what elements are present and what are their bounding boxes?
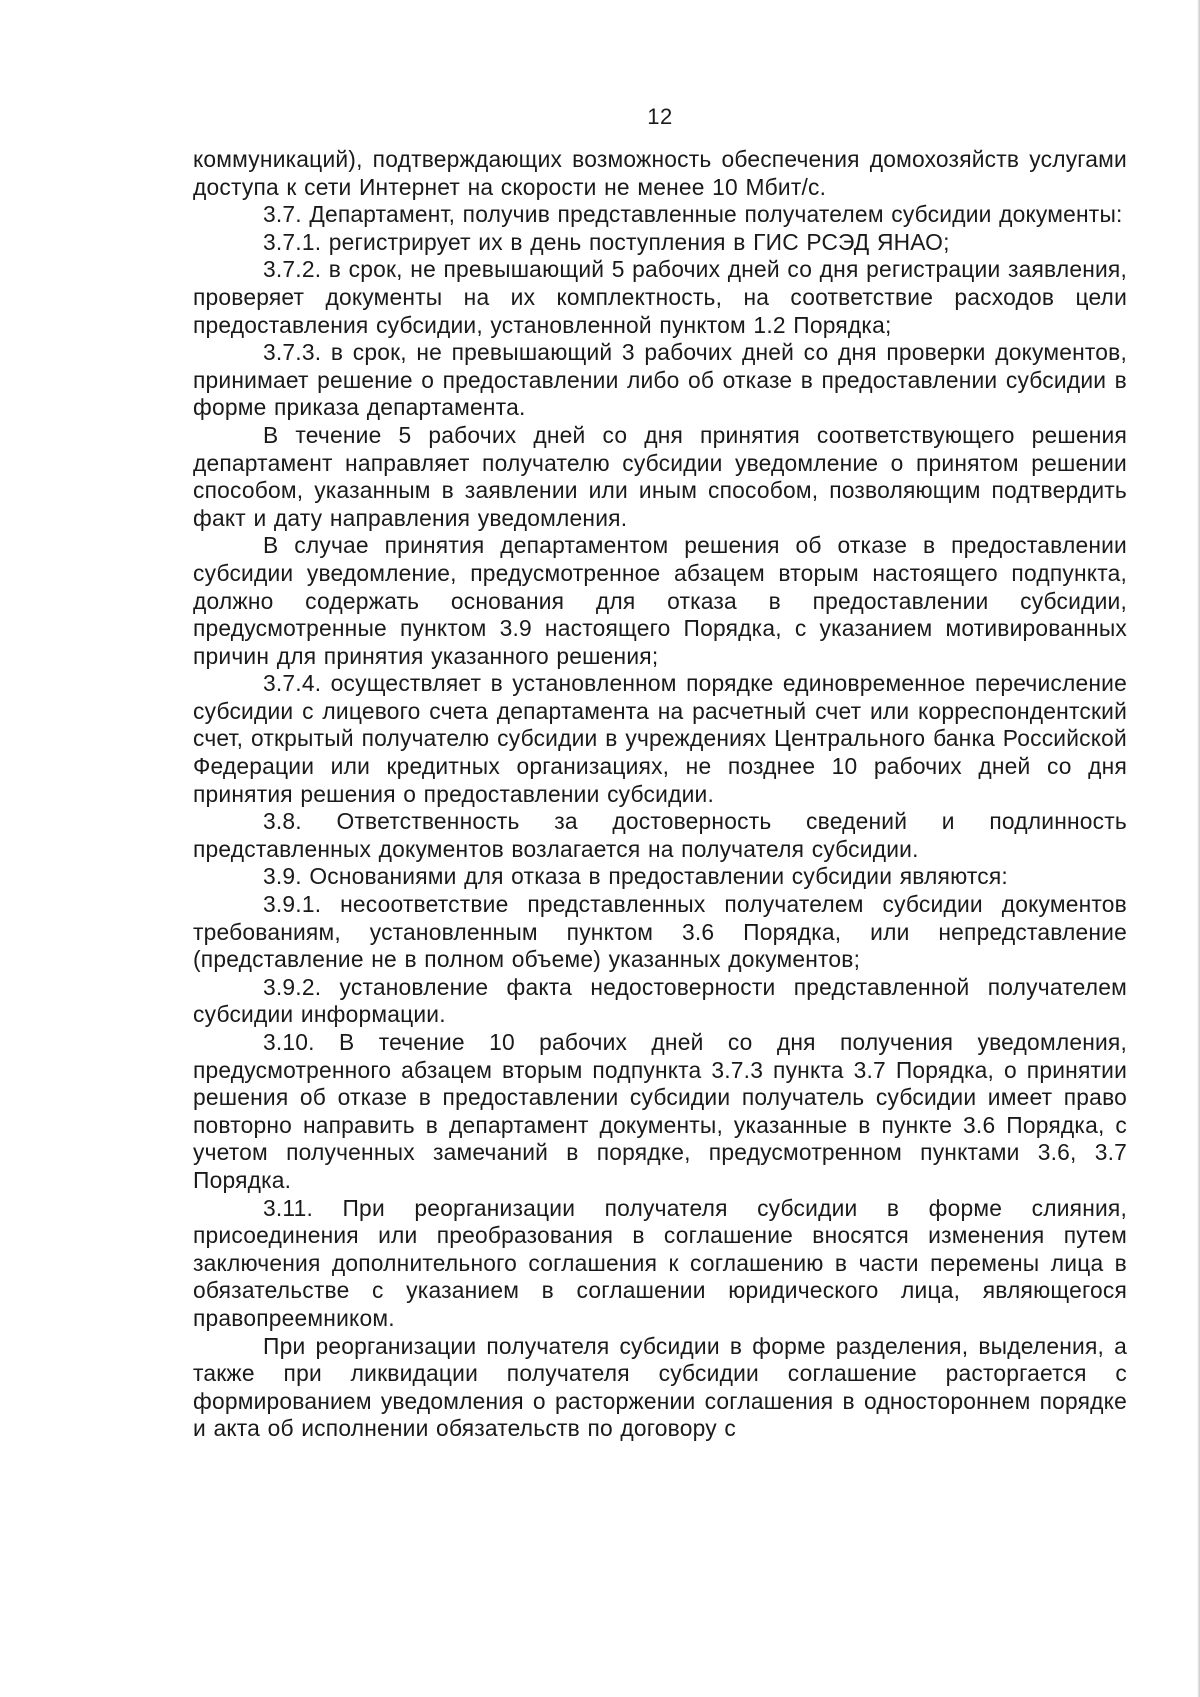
document-body — [193, 146, 1127, 1443]
paragraph: 3.7.2. в срок, не превышающий 5 рабочих дней со дня регистрации заявления, проверяет документы на их комплектность, на соответствие расходов цели предоставления субсидии, установленной пунктом 1.2 Порядка; — [193, 256, 1127, 338]
paragraph: 3.7.3. в срок, не превышающий 3 рабочих дней со дня проверки документов, принимает решение о предоставлении либо об отказе в предоставлении субсидии в форме приказа департамента. — [193, 339, 1127, 421]
paragraph: 3.8. Ответственность за достоверность сведений и подлинность представленных документов возлагается на получателя субсидии. — [193, 808, 1127, 862]
paragraph: При реорганизации получателя субсидии в форме разделения, выделения, а также при ликвидации получателя субсидии соглашение расторгается с формированием уведомления о расторжении соглашения в одностороннем порядке и акта об исполнении обязательств по договору с — [193, 1332, 1127, 1442]
paragraph: 3.7.4. осуществляет в установленном порядке единовременное перечисление субсидии с лицевого счета департамента на расчетный счет или корреспондентский счет, открытый получателю субсидии в учреждениях Центрального банка Российской Федерации или кредитных организациях, не позднее 10 рабочих дней со дня принятия решения о предоставлении субсидии. — [193, 670, 1127, 807]
paragraph: коммуникаций), подтверждающих возможность обеспечения домохозяйств услугами доступа к сети Интернет на скорости не менее 10 Мбит/с. — [193, 146, 1127, 200]
paragraph: 3.9.1. несоответствие представленных получателем субсидии документов требованиям, установленным пунктом 3.6 Порядка, или непредставление (представление не в полном объеме) указанных документов; — [193, 891, 1127, 973]
paragraph: 3.7. Департамент, получив представленные получателем субсидии документы: — [263, 201, 1123, 228]
paragraph: 3.9. Основаниями для отказа в предоставлении субсидии являются: — [263, 863, 1008, 890]
paragraph: 3.9.2. установление факта недостоверности представленной получателем субсидии информации. — [193, 973, 1127, 1028]
paragraph: В случае принятия департаментом решения об отказе в предоставлении субсидии уведомление, предусмотренное абзацем вторым настоящего подпункта, должно содержать основания для отказа в предоставлении субсидии, предусмотренные пунктом 3.9 настоящего Порядка, с указанием мотивированных причин для принятия указанного решения; — [193, 532, 1127, 669]
paragraph: В течение 5 рабочих дней со дня принятия соответствующего решения департамент направляет получателю субсидии уведомление о принятом решении способом, указанным в заявлении или иным способом, позволяющим подтвердить факт и дату направления уведомления. — [193, 421, 1127, 531]
paragraph: 3.11. При реорганизации получателя субсидии в форме слияния, присоединения или преобразования в соглашение вносятся изменения путем заключения дополнительного соглашения к соглашению в части перемены лица в обязательстве с указанием в соглашении юридического лица, являющегося правопреемником. — [193, 1194, 1127, 1331]
page-number: 12 — [647, 104, 673, 129]
paragraph: 3.10. В течение 10 рабочих дней со дня получения уведомления, предусмотренного абзацем вторым подпункта 3.7.3 пункта 3.7 Порядка, о принятии решения об отказе в предоставлении субсидии получатель субсидии имеет право повторно направить в департамент документы, указанные в пункте 3.6 Порядка, с учетом полученных замечаний в порядке, предусмотренном пунктами 3.6, 3.7 Порядка. — [193, 1029, 1127, 1193]
paragraph: 3.7.1. регистрирует их в день поступления в ГИС РСЭД ЯНАО; — [263, 228, 950, 255]
